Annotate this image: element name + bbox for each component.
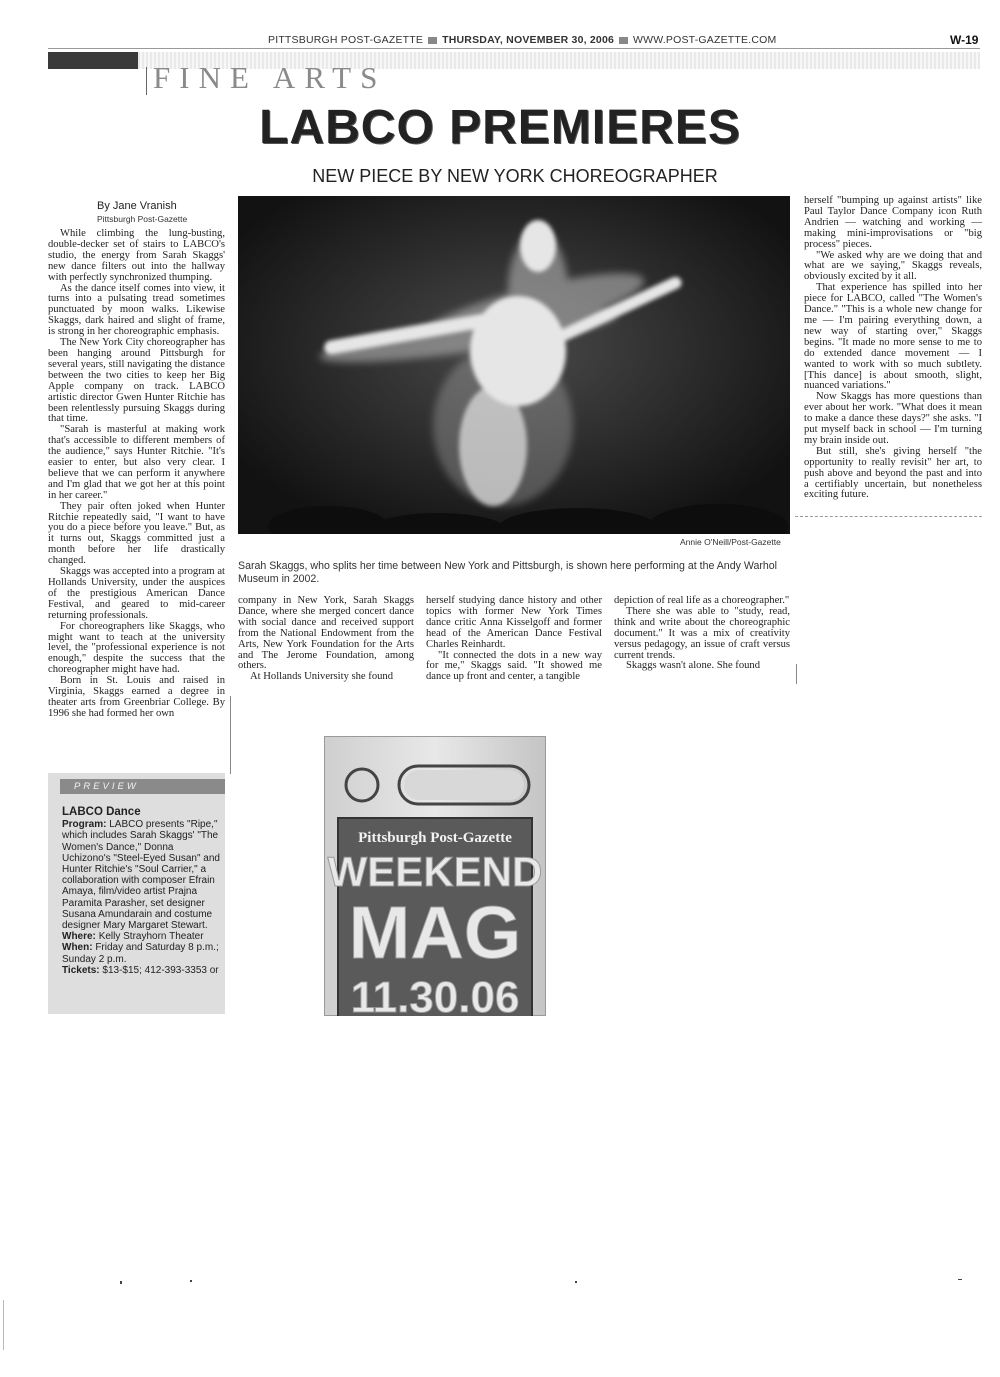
section-divider bbox=[146, 67, 147, 95]
paragraph: Born in St. Louis and raised in Virginia, Skaggs earned a degree in theater arts from Greenbriar College. By 1996 she had formed her own bbox=[48, 675, 225, 719]
preview-tickets: $13-$15; 412-393-3353 or bbox=[102, 964, 219, 976]
speck bbox=[120, 1281, 122, 1284]
promo-line2: MAG bbox=[348, 891, 522, 974]
masthead-date: THURSDAY, NOVEMBER 30, 2006 bbox=[442, 34, 615, 46]
preview-program: LABCO presents "Ripe," which includes Sarah Skaggs' "The Women's Dance," Donna Uchizono's "Steel-Eyed Susan" and Hunter Ritchie's "Soul Carrier," a collaboration with composer Efrain Amaya, film/video artist Prajna Paramita Parasher, set designer Susana Amundarain and costume designer Mary Margaret Stewart. bbox=[62, 819, 220, 932]
speck bbox=[3, 1300, 4, 1350]
preview-program-label: Program: bbox=[62, 819, 107, 831]
preview-where: Kelly Strayhorn Theater bbox=[98, 931, 204, 943]
promo-paper: Pittsburgh Post-Gazette bbox=[358, 830, 512, 846]
paragraph: As the dance itself comes into view, it turns into a pulsating tread sometimes punctuated by moon walks. Likewise Skaggs, dark haired and slight of frame, is strong in her choreographic emphasis. bbox=[48, 282, 225, 338]
preview-where-label: Where: bbox=[62, 931, 96, 943]
page-number: W-19 bbox=[950, 33, 979, 47]
article-column-1 bbox=[48, 229, 225, 720]
paragraph: "We asked why are we doing that and what are we saying," Skaggs reveals, obviously excited by it all. bbox=[804, 249, 982, 283]
section-title bbox=[146, 60, 386, 96]
article-column-5 bbox=[804, 196, 982, 501]
paragraph: While climbing the lung-busting, double-decker set of stairs to LABCO's studio, the energy from Sarah Skaggs' new dance filters out into the hallway with perfectly synchronized thumping. bbox=[48, 228, 225, 283]
paragraph: For choreographers like Skaggs, who might want to teach at the university level, the "professional experience is not enough," despite the success that the choreographer might have had. bbox=[48, 620, 225, 676]
paragraph: At Hollands University she found bbox=[250, 671, 394, 683]
dancer-photo bbox=[238, 196, 790, 534]
promo-line1: WEEKEND bbox=[327, 848, 543, 895]
photo-credit: Annie O'Neill/Post-Gazette bbox=[680, 537, 781, 547]
byline-org: Pittsburgh Post-Gazette bbox=[97, 214, 188, 224]
column-end-rule bbox=[795, 516, 982, 517]
paragraph: That experience has spilled into her piece for LABCO, called "The Women's Dance." "This is a whole new change for me — I'm pairing everything down, a new way of starting over," Skaggs begins. "It made no more sense to me to do extended dance movement — I wanted to work with so much subtlety. [This dance] is about smooth, slight, nuanced variations." bbox=[804, 282, 982, 392]
deck: NEW PIECE BY NEW YORK CHOREOGRAPHER bbox=[312, 166, 718, 186]
paragraph: depiction of real life as a choreographer." bbox=[614, 595, 790, 606]
paragraph: "It connected the dots in a new way for me," Skaggs said. "It showed me dance up front and center, a tangible bbox=[426, 649, 602, 683]
article-column-4 bbox=[614, 596, 790, 672]
photo-caption: Sarah Skaggs, who splits her time between New York and Pittsburgh, is shown here performing at the Andy Warhol Museum in 2002. bbox=[238, 560, 777, 585]
speck bbox=[190, 1280, 192, 1282]
column-rule bbox=[230, 696, 231, 774]
masthead-separator bbox=[619, 37, 628, 44]
headline: LABCO PREMIERES bbox=[259, 101, 741, 154]
paragraph: herself studying dance history and other topics with former New York Times dance critic Anna Kisselgoff and former head of the American Dance Festival Charles Reinhardt. bbox=[426, 595, 602, 650]
preview-body bbox=[62, 807, 220, 976]
masthead-paper: PITTSBURGH POST-GAZETTE bbox=[268, 34, 424, 46]
masthead-info bbox=[268, 34, 776, 46]
masthead-rule bbox=[48, 48, 980, 49]
column-rule bbox=[796, 664, 797, 684]
paragraph: The New York City choreographer has been hanging around Pittsburgh for several years, still navigating the distance between the two cities to keep her Big Apple company on track. LABCO artistic director Gwen Hunter Ritchie has been relentlessly pursuing Skaggs during that time. bbox=[48, 337, 225, 425]
speck bbox=[958, 1279, 962, 1280]
paragraph: But still, she's giving herself "the opportunity to really revisit" her art, to push above and beyond the past and into a certifiably uncertain, but nonetheless exciting future. bbox=[804, 445, 982, 501]
preview-title: LABCO Dance bbox=[62, 806, 141, 818]
masthead-separator bbox=[428, 37, 437, 44]
byline-author: By Jane Vranish bbox=[97, 200, 177, 212]
speck bbox=[575, 1281, 577, 1283]
article-column-3 bbox=[426, 596, 602, 683]
paragraph: Skaggs was accepted into a program at Hollands University, under the auspices of the prestigious American Dance Festival, and geared to mid-career returning professionals. bbox=[48, 566, 225, 621]
paragraph: They pair often joked when Hunter Ritchie repeatedly said, "I want to have you do a piece before you leave." But, as it turns out, Skaggs committed just a month before her life drastically changed. bbox=[48, 500, 225, 567]
article-column-2 bbox=[238, 596, 414, 683]
paragraph: Now Skaggs has more questions than ever about her work. "What does it mean to make a dance these days?" she asks. "I put myself back in school — I'm turning my brain inside out. bbox=[804, 391, 982, 446]
preview-when-label: When: bbox=[62, 942, 93, 954]
section-bar bbox=[48, 52, 138, 69]
preview-tickets-label: Tickets: bbox=[62, 964, 100, 976]
paragraph: company in New York, Sarah Skaggs Dance, where she merged concert dance with social dance and received support from the National Endowment from the Arts, New York Foundation for the Arts and The Jerome Foundation, among others. bbox=[238, 595, 414, 672]
preview-tab: PREVIEW bbox=[60, 779, 225, 794]
paragraph: There she was able to "study, read, think and write about the choreographic document." It was a mix of creativity versus pedagogy, an issue of craft versus current trends. bbox=[614, 605, 790, 661]
paragraph: Skaggs wasn't alone. She found bbox=[626, 660, 761, 672]
paragraph: herself "bumping up against artists" like Paul Taylor Dance Company icon Ruth Andrien — watching and working — making mini-improvisations or "big process" pieces. bbox=[804, 195, 982, 250]
preview-when: Friday and Saturday 8 p.m.; Sunday 2 p.m. bbox=[62, 942, 219, 965]
preview-box bbox=[48, 773, 225, 1014]
paragraph: "Sarah is masterful at making work that's accessible to different members of the audience," says Hunter Ritchie. "It's easier to enter, but also very clear. I believe that we can perform it anywhere and I'm glad that we got her at this point in her career." bbox=[48, 424, 225, 501]
dancer-photo-image bbox=[238, 196, 790, 534]
masthead-url: WWW.POST-GAZETTE.COM bbox=[633, 34, 777, 46]
weekend-mag-promo bbox=[324, 736, 546, 1016]
section-title-text: FINE ARTS bbox=[153, 60, 387, 95]
promo-date: 11.30.06 bbox=[350, 973, 520, 1016]
weekend-mag-promo-art bbox=[324, 736, 546, 1016]
